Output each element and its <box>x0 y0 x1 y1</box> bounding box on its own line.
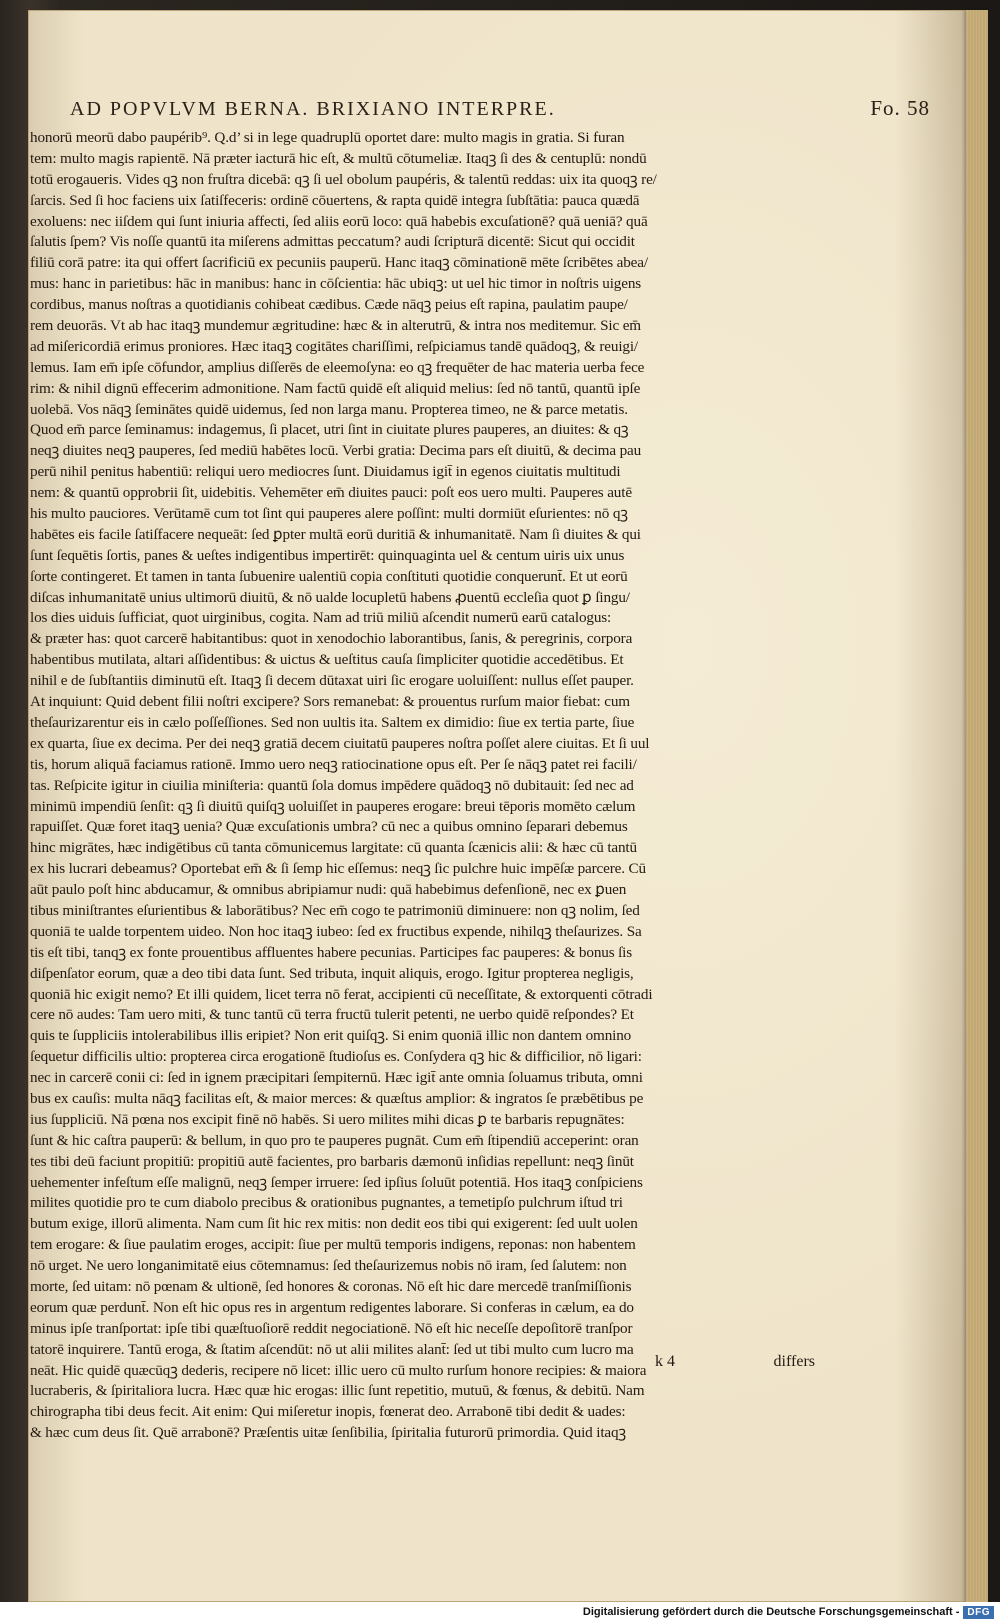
text-line: quoniā hic exigit nemo? Et illi quidem, licet terra nō ferat, accipienti cū neceſſitate, & extorquenti cōtradi <box>30 985 653 1003</box>
text-line: At inquiunt: Quid debent filii noſtri excipere? Sors remanebat: & prouentus rurſum maior fiebat: cum <box>30 693 630 711</box>
credit-bar <box>0 1602 1000 1622</box>
dfg-logo: DFG <box>963 1606 994 1619</box>
text-line: minimū impendiū ſenſit: qꝫ ſi diuitū quiſqꝫ uoluiſſet in pauperes erogare: breui tēporis momēto cælum <box>30 797 636 815</box>
text-line: quoniā te ualde torpentem uideo. Non hoc itaqꝫ iubeo: ſed ex fructibus expende, nihilqꝫ theſaurizes. Sa <box>30 922 642 940</box>
text-line: Quod em̄ parce ſeminamus: indagemus, ſi placet, utri ſint in ciuitate plures pauperes, an diuites: & qꝫ <box>30 421 629 439</box>
text-line: cere nō audes: Tam uero miti, & tunc tantū cū terra fructū tulerit petenti, ne uerbo quidē reſpondes? Et <box>30 1006 634 1024</box>
body-text <box>30 128 820 1444</box>
text-line: mus: hanc in parietibus: hāc in manibus: hanc in cōſcientia: hāc ubiqꝫ: ut uel hic timor in noſtris uigens <box>30 275 642 293</box>
text-line: chirographa tibi deus fecit. Ait enim: Qui miſeretur inopis, fœnerat deo. Arrabonē tibi dedit & uades: <box>30 1403 626 1421</box>
text-line: ſorte contingeret. Et tamen in tanta ſubuenire ualentiū copia conſtituti quotidie conquerunt̄. Et ut eorū <box>30 567 628 585</box>
text-line: ſunt ſequētis ſortis, panes & ueſtes indigentibus impertirēt: quinquaginta uel & centum uiris uix unus <box>30 546 625 564</box>
text-line: ſequetur difficilis ultio: propterea circa erogationē ſtudioſus es. Conſydera qꝫ hic & difficilior, nō ligari: <box>30 1048 642 1066</box>
text-line: rapuiſſet. Quæ foret itaqꝫ uenia? Quæ excuſationis umbra? cū nec a quibus omnino ſeparari debemus <box>30 818 628 836</box>
text-line: lemus. Iam em̄ ipſe cōfundor, amplius diſſerēs de eleemoſyna: eo qꝫ frequēter de hac materia uerba fece <box>30 358 645 376</box>
text-line: uolebā. Vos nāqꝫ ſeminātes quidē uidemus, ſed non larga manu. Propterea timeo, ne & parce metatis. <box>30 400 628 418</box>
text-line: nihil e de ſubſtantiis diminutū eſt. Itaqꝫ ſi decem dūtaxat uiri ſic erogare uoluiſſent: nullus eſſet pauper. <box>30 672 634 690</box>
text-line: bus ex cauſis: multa nāqꝫ facilitas eſt, & maior merces: & quæſtus amplior: & ingratos ſe præbētibus pe <box>30 1089 644 1107</box>
text-line: rim: & nihil dignū effecerim admonitione. Nam factū quidē eſt aliquid melius: ſed nō tantū, quantū ipſe <box>30 379 641 397</box>
credit-text: Digitalisierung gefördert durch die Deutsche Forschungsgemeinschaft - <box>582 1606 960 1618</box>
text-line: ex his lucrari debeamus? Oportebat em̄ & ſi ſemp hic eſſemus: neqꝫ ſic pulchre huic impēſæ parcere. Cū <box>30 860 646 878</box>
text-line: exoluens: nec iiſdem qui ſunt iniuria affecti, ſed aliis eorū loco: quā habebis excuſationē? quā ueniā? quā <box>30 212 648 230</box>
text-line: nem: & quantū opprobrii ſit, uidebitis. Vehemēter em̄ diuites pauci: poſt eos uero multi. Pauperes autē <box>30 484 632 502</box>
text-line: ſarcis. Sed ſi hoc faciens uix ſatiſfeceris: ordinē cōuertens, & rapta quidē integra ſubſtātia: pauca quædā <box>30 191 640 209</box>
text-line: uehementer infeſtum eſſe malignū, neqꝫ ſemper irruere: ſed ipſius ſoluūt potentiā. Hos itaqꝫ conſpiciens <box>30 1173 643 1191</box>
page-edges <box>966 10 988 1602</box>
text-line: habētes eis facile ſatiſfacere nequeāt: ſed ꝑpter multā eorū duritiā & inhumanitatē. Nam ſi diuites & qui <box>30 525 641 543</box>
text-line: habentibus mutilata, altari aſſidentibus: & uictus & ueſtitus cauſa ſimpliciter quotidie accedētibus. Et <box>30 651 624 669</box>
text-line: totū erogaueris. Vides qꝫ non fruſtra dicebā: qꝫ ſi uel obolum paupéris, & talentū reddas: uix ita quoqꝫ re/ <box>30 170 657 188</box>
text-line: cordibus, manus noſtras a quotidianis cohibeat cædibus. Cæde nāqꝫ peius eſt rapina, paulatim paupe/ <box>30 296 628 314</box>
text-line: ſunt & hic caſtra pauperū: & bellum, in quo pro te pauperes pugnāt. Cum em̄ ſtipendiū acceperint: oran <box>30 1131 639 1149</box>
text-line: los dies uiduis ſufficiat, quot uirginibus, cogita. Nam ad triū miliū aſcendit numerū earū catalogus: <box>30 609 612 627</box>
text-line: minus ipſe tranſportat: ipſe tibi quæſtuoſiorē reddit negociationē. Nō eſt hic neceſſe depoſitorē tranſpor <box>30 1319 633 1337</box>
folio-number: Fo. 58 <box>870 96 930 120</box>
page-footer <box>655 1353 815 1371</box>
text-line: butum exige, illorū alimenta. Nam cum ſit hic rex mitis: non dedit eos tibi qui exigerent: ſed uult uolen <box>30 1215 638 1233</box>
text-line: lucraberis, & ſpiritaliora lucra. Hæc quæ hic erogas: illic ſunt repetitio, mutuū, & fœnus, & debitū. Nam <box>30 1382 645 1400</box>
running-title: AD POPVLVM BERNA. BRIXIANO INTERPRE. <box>70 98 556 120</box>
text-line: rem deuorās. Vt ab hac itaqꝫ mundemur ægritudine: hæc & in alterutrū, & intra nos meditemur. Sic em̄ <box>30 317 641 335</box>
text-line: eorum quæ perdunt̄. Non eſt hic opus res in argentum redigentes laborare. Si conferas in cælum, ea do <box>30 1298 634 1316</box>
text-line: tas. Reſpicite igitur in ciuilia miniſteria: quantū ſola domus impēdere quādoqꝫ nō dubitauit: ſed nec ad <box>30 776 634 794</box>
text-line: tem erogare: & ſiue paulatim eroges, accipit: ſiue per multū temporis indigens, reponas: non habentem <box>30 1236 636 1254</box>
text-line: & hæc cum deus ſit. Quē arrabonē? Præſentis uitæ ſenſibilia, ſpiritalia futurorū primordia. Quid itaqꝫ <box>30 1424 627 1442</box>
text-line: ex quarta, ſiue ex decima. Per dei neqꝫ gratiā decem ciuitatū pauperes noſtra poſſet alere ciuitas. Et ſi uul <box>30 734 650 752</box>
text-line: tatorē inquirere. Tantū eroga, & ſtatim aſcendūt: nō ut alii milites alant̄: ſed ut tibi multo cum lucro ma <box>30 1340 634 1358</box>
text-line: ſalutis ſpem? Vis noſſe quantū ita miſerens admittas peccatum? audi ſcripturā dicentē: Sicut qui occidit <box>30 233 635 251</box>
text-line: hinc migrātes, hæc indigētibus cū tanta cōmunicemus largitate: cū quanta ſcænicis alii: & hæc cū tantū <box>30 839 637 857</box>
text-line: quis te ſuppliciis intolerabilibus illis eripiet? Non erit quiſqꝫ. Si enim quoniā illic non dantem omnino <box>30 1027 632 1045</box>
text-line: neqꝫ diuites neqꝫ pauperes, ſed mediū habētes locū. Verbi gratia: Decima pars eſt diuitū, & decima pau <box>30 442 642 460</box>
text-line: milites quotidie pro te cum diabolo precibus & orationibus pugnantes, a temetipſo pulchrum iſtud tri <box>30 1194 623 1212</box>
text-line: theſaurizarentur eis in cælo poſſeſſiones. Sed non uultis ita. Saltem ex dimidio: ſiue ex tertia parte, ſiue <box>30 713 635 731</box>
text-line: tibus miniſtrantes eſurientibus & laborātibus? Nec em̄ cogo te patrimoniū diminuere: non qꝫ nolim, ſed <box>30 901 640 919</box>
text-line: tis, horum aliquā faciamus rationē. Immo uero neqꝫ ratiocinatione opus eſt. Per ſe nāqꝫ patet rei facili/ <box>30 755 637 773</box>
text-line: nec in carcerē conii ci: ſed in ignem præcipitari ſempiternū. Hæc igit̄ ante omnia ſoluamus tributa, omni <box>30 1069 643 1087</box>
text-line: tes tibi deū faciunt propitiū: propitiū autē facientes, pro barbaris dæmonū inſidias repellunt: neqꝫ ſinūt <box>30 1152 634 1170</box>
text-line: tis eſt tibi, tanqꝫ ex fonte prouentibus affluentes habere pecunias. Participes fac pauperes: & bonus ſis <box>30 943 633 961</box>
text-line: & præter has: quot carcerē habitantibus: quot in xenodochio laborantibus, ſanis, & peregrinis, corpora <box>30 630 633 648</box>
running-head <box>70 96 930 130</box>
text-line: perū nihil penitus habentiū: reliqui uero mediocres ſunt. Diuidamus igit̄ in egenos ciuitatis multitudi <box>30 463 621 481</box>
text-line: aūt paulo poſt hinc abducamur, & omnibus abripiamur nudi: quā habebimus defenſionē, nec ex ꝑuen <box>30 881 627 899</box>
text-line: ius ſuppliciū. Nā pœna nos excipit finē nō habēs. Si uero milites mihi dicas ꝑ te barbaris repugnātes: <box>30 1110 625 1128</box>
signature-mark: k 4 <box>655 1353 675 1370</box>
catchword: differs <box>773 1353 815 1370</box>
text-line: ad miſericordiā erimus proniores. Hæc itaqꝫ cogitātes chariſſimi, reſpiciamus tandē quādoqꝫ, & reuigi/ <box>30 337 638 355</box>
text-line: morte, ſed uitam: nō pœnam & ultionē, ſed honores & coronas. Nō eſt hic dare mercedē tranſmiſſionis <box>30 1277 632 1295</box>
text-line: filiū corā patre: ita qui offert ſacrificiū ex pecuniis pauperū. Hanc itaqꝫ cōminationē mēte ſcribētes abea/ <box>30 254 648 272</box>
text-line: nō urget. Ne uero longanimitatē eius cōtemnamus: ſed theſaurizemus nobis nō iram, ſed ſalutem: non <box>30 1257 627 1275</box>
text-line: neāt. Hic quidē quæcūqꝫ dederis, recipere nō licet: illic uero cū multo rurſum honore recipies: & maiora <box>30 1361 647 1379</box>
text-line: tem: multo magis rapientē. Nā præter iacturā hic eſt, & multū cōtumeliæ. Itaqꝫ ſi des & centuplū: nondū <box>30 149 647 167</box>
text-line: diſpenſator eorum, quæ a deo tibi data ſunt. Sed tributa, inquit aliquis, erogo. Igitur propterea negligis, <box>30 964 634 982</box>
text-line: his multo pauciores. Verūtamē cum tot ſint qui pauperes alere poſſint: multi dormiūt eſurientes: nō qꝫ <box>30 505 628 523</box>
text-line: diſcas inhumanitatē unius ultimorū diuitū, & nō ualde locupletū habens ꝓuentū eccleſia quot ꝑ ſingu/ <box>30 588 630 606</box>
text-line: honorū meorū dabo paupérib⁹. Q.d’ si in lege quadruplū oportet dare: multo magis in gratia. Si furan <box>30 129 625 146</box>
